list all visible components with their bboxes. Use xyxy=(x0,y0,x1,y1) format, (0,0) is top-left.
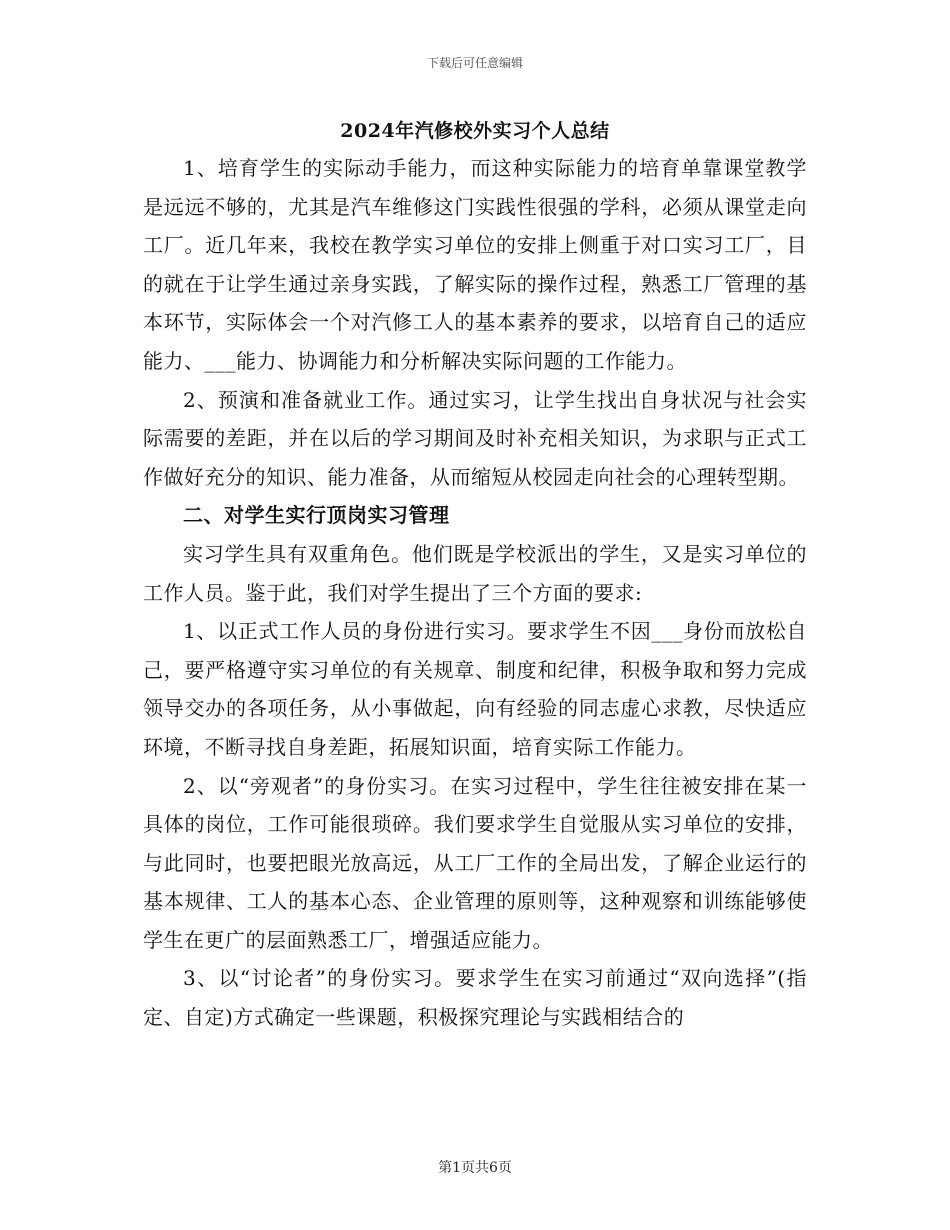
paragraph: 1、以正式工作人员的身份进行实习。要求学生不因___身份而放松自己，要严格遵守实习单位的有关规章、制度和纪律，积极争取和努力完成领导交办的各项任务，从小事做起，向有经验的同志虚心求教，尽快适应环境，不断寻找自身差距，拓展知识面，培育实际工作能力。 xyxy=(143,619,807,759)
header-note: 下载后可任意编辑 xyxy=(426,56,523,70)
paragraph: 1、培育学生的实际动手能力，而这种实际能力的培育单靠课堂教学是远远不够的，尤其是汽车维修这门实践性很强的学科，必须从课堂走向工厂。近几年来，我校在教学实习单位的安排上侧重于对口实习工厂，目的就在于让学生通过亲身实践，了解实际的操作过程，熟悉工厂管理的基本环节，实际体会一个对汽修工人的基本素养的要求，以培育自己的适应能力、___能力、协调能力和分析解决实际问题的工作能力。 xyxy=(143,156,807,373)
section-heading: 二、对学生实行顶岗实习管理 xyxy=(183,503,450,528)
paragraph: 2、以“旁观者”的身份实习。在实习过程中，学生往往被安排在某一具体的岗位，工作可能很琐碎。我们要求学生自觉服从实习单位的安排，与此同时，也要把眼光放高远，从工厂工作的全局出发，了解企业运行的基本规律、工人的基本心态、企业管理的原则等，这种观察和训练能够使学生在更广的层面熟悉工厂，增强适应能力。 xyxy=(143,773,807,952)
page-number: 第1页共6页 xyxy=(438,1160,512,1176)
paragraph: 实习学生具有双重角色。他们既是学校派出的学生，又是实习单位的工作人员。鉴于此，我们对学生提出了三个方面的要求: xyxy=(143,541,807,605)
document-title: 2024年汽修校外实习个人总结 xyxy=(340,120,610,142)
paragraph: 3、以“讨论者”的身份实习。要求学生在实习前通过“双向选择”(指定、自定)方式确定一些课题，积极探究理论与实践相结合的 xyxy=(143,966,807,1030)
paragraph: 2、预演和准备就业工作。通过实习，让学生找出自身状况与社会实际需要的差距，并在以后的学习期间及时补充相关知识，为求职与正式工作做好充分的知识、能力准备，从而缩短从校园走向社会的心理转型期。 xyxy=(143,387,807,489)
document-body xyxy=(143,149,807,1037)
